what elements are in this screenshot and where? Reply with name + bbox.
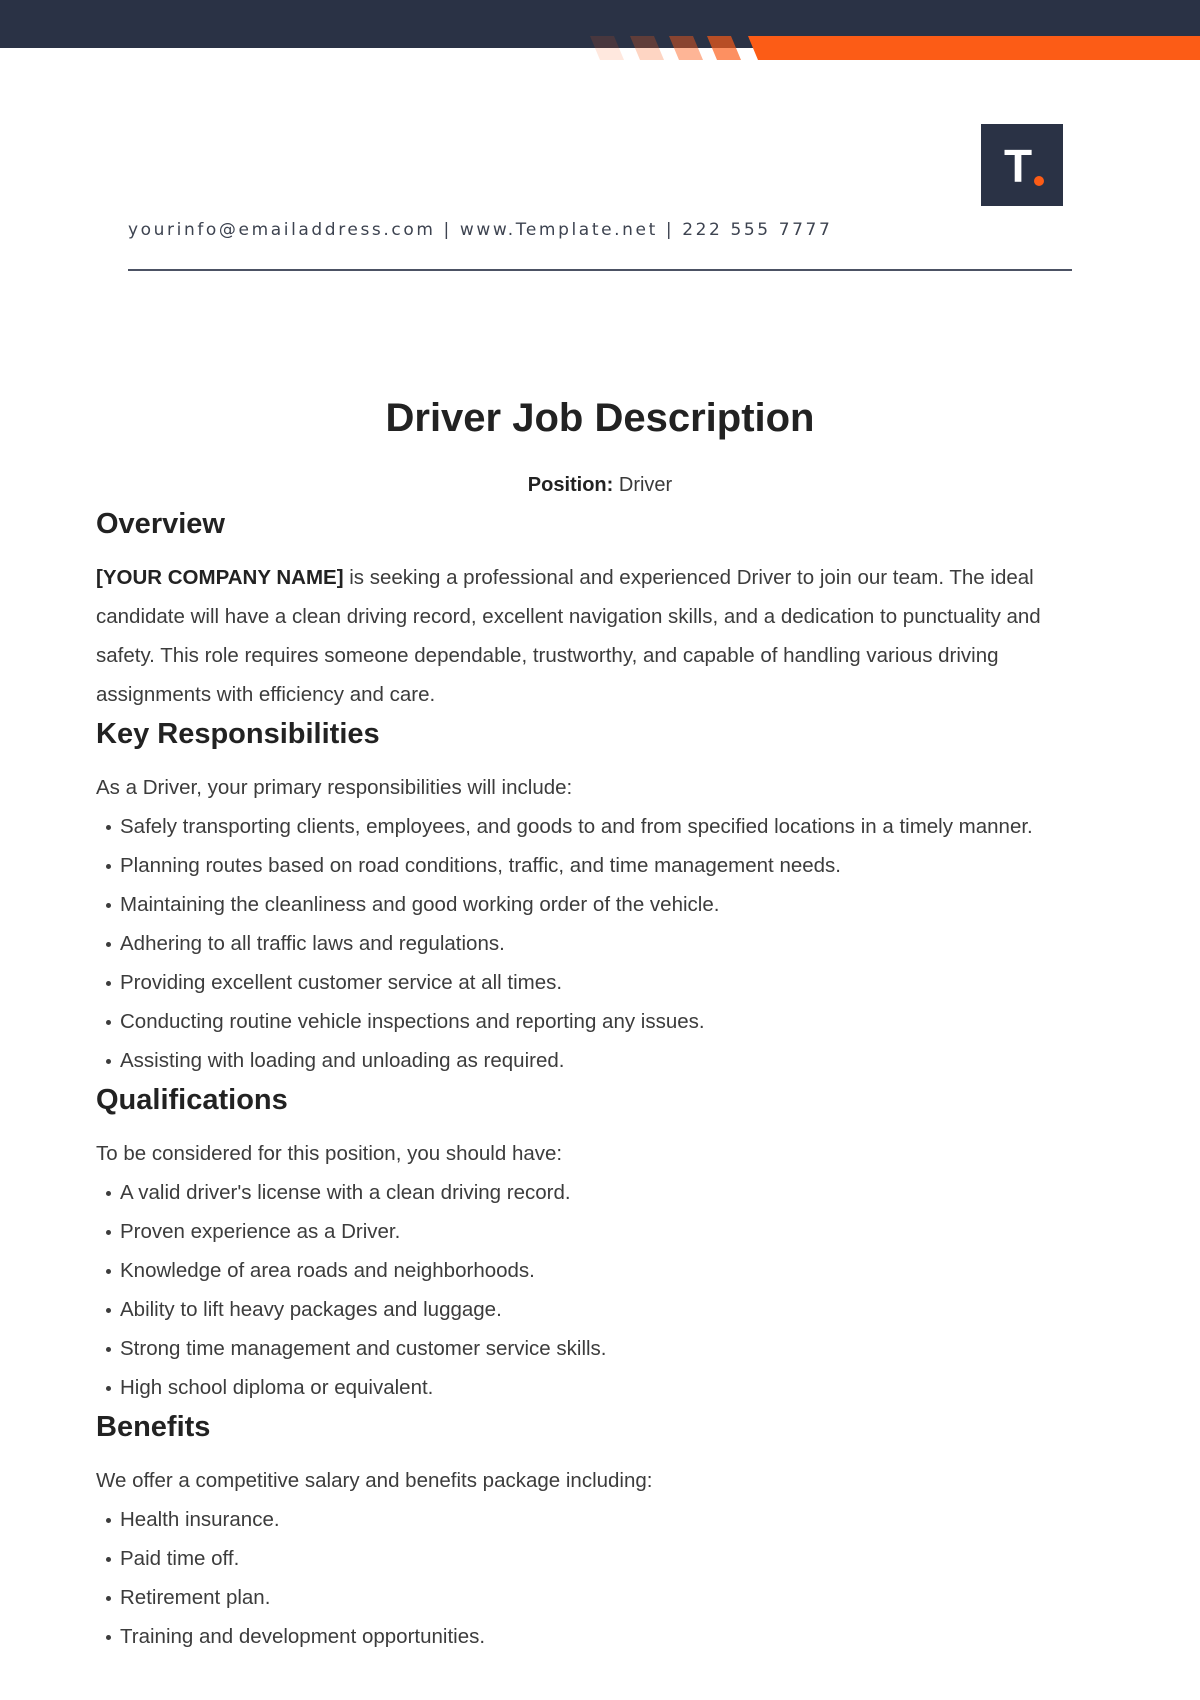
list-item: Assisting with loading and unloading as required. <box>96 1041 1096 1080</box>
section-heading: Benefits <box>96 1411 211 1443</box>
position-label: Position: <box>527 474 614 496</box>
document-title: Driver Job Description <box>385 396 815 440</box>
section-responsibilities <box>96 714 1096 1080</box>
section-heading: Qualifications <box>96 1084 288 1116</box>
contact-info: yourinfo@emailaddress.com | www.Template.net | 222 555 7777 <box>128 220 833 240</box>
list-item: Paid time off. <box>96 1539 1096 1578</box>
position-line <box>0 474 1200 497</box>
list-item: Training and development opportunities. <box>96 1617 1096 1656</box>
list-item: Conducting routine vehicle inspections and reporting any issues. <box>96 1002 1096 1041</box>
section-qualifications <box>96 1080 1096 1407</box>
list-item: Maintaining the cleanliness and good working order of the vehicle. <box>96 885 1096 924</box>
list-item: Knowledge of area roads and neighborhoods. <box>96 1251 1096 1290</box>
list-item: Safely transporting clients, employees, and goods to and from specified locations in a timely manner. <box>96 807 1096 846</box>
list-item: Ability to lift heavy packages and luggage. <box>96 1290 1096 1329</box>
list-item: A valid driver's license with a clean driving record. <box>96 1173 1096 1212</box>
logo-dot-icon <box>1034 176 1044 186</box>
list-item: Retirement plan. <box>96 1578 1096 1617</box>
company-logo <box>981 124 1063 206</box>
qualifications-list <box>96 1173 1096 1407</box>
list-item: Adhering to all traffic laws and regulations. <box>96 924 1096 963</box>
list-item: High school diploma or equivalent. <box>96 1368 1096 1407</box>
section-intro: As a Driver, your primary responsibilities will include: <box>96 776 573 799</box>
accent-bar <box>748 36 1200 60</box>
section-heading: Overview <box>96 508 225 540</box>
header-divider <box>128 269 1072 271</box>
list-item: Proven experience as a Driver. <box>96 1212 1096 1251</box>
list-item: Planning routes based on road conditions, traffic, and time management needs. <box>96 846 1096 885</box>
list-item: Strong time management and customer service skills. <box>96 1329 1096 1368</box>
document-body <box>96 504 1096 1656</box>
section-intro: We offer a competitive salary and benefits package including: <box>96 1469 653 1492</box>
overview-text: is seeking a professional and experienced Driver to join our team. The ideal candidate will have a clean driving record, excellent navigation skills, and a dedication to punctuality and safety. This role requires someone dependable, trustworthy, and capable of handling various driving assignments with efficiency and care. <box>96 566 1041 706</box>
list-item: Health insurance. <box>96 1500 1096 1539</box>
logo-letter: T <box>1003 140 1033 192</box>
section-heading: Key Responsibilities <box>96 718 380 750</box>
section-benefits <box>96 1407 1096 1656</box>
overview-paragraph <box>96 558 1096 714</box>
section-intro: To be considered for this position, you should have: <box>96 1142 563 1165</box>
benefits-list <box>96 1500 1096 1656</box>
position-value: Driver <box>618 474 673 496</box>
list-item: Providing excellent customer service at all times. <box>96 963 1096 1002</box>
section-overview <box>96 504 1096 714</box>
company-name-placeholder: [YOUR COMPANY NAME] <box>96 566 344 589</box>
responsibilities-list <box>96 807 1096 1080</box>
